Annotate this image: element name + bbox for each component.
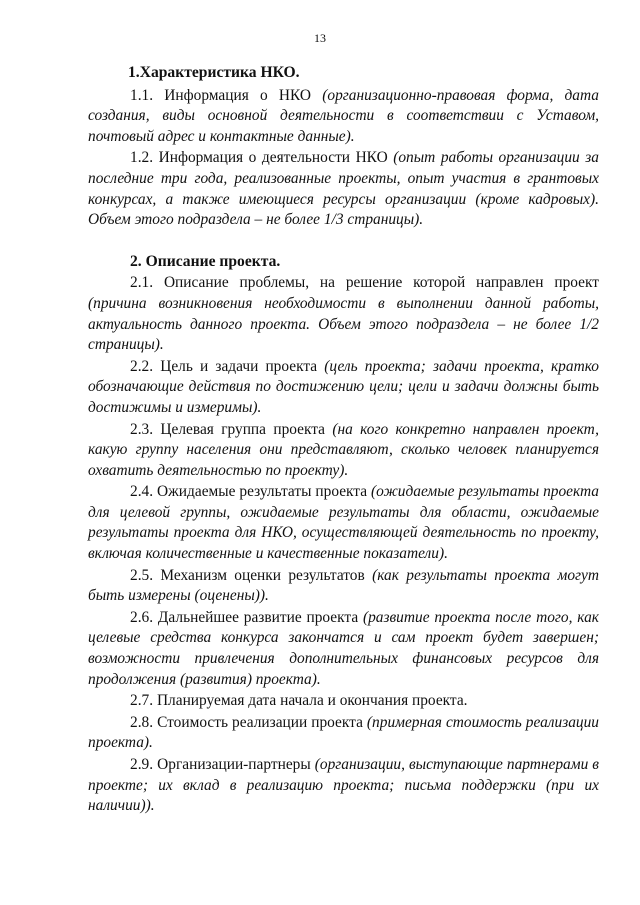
paragraph-2-6 — [88, 608, 599, 690]
paragraph-2-8 — [88, 713, 599, 754]
item-number: 2.6. — [130, 608, 154, 626]
item-lead: Стоимость реализации проекта — [153, 713, 367, 731]
item-description: (цель проекта; задачи проекта, кратко обозначающие действия по достижению цели; цели и задачи должны быть достижимы и измеримы). — [88, 357, 599, 416]
item-lead: Дальнейшее развитие проекта — [153, 608, 363, 626]
item-number: 2.7. — [130, 692, 154, 710]
item-number: 2.2. — [130, 357, 154, 375]
item-description: (на кого конкретно направлен проект, какую группу населения они представляют, сколько человек планируется охватить деятельностью по проекту). — [88, 420, 600, 479]
item-description: (причина возникновения необходимости в выполнении данной работы, актуальность данного проекта. Объем этого подраздела – не более 1/2 страницы). — [88, 294, 599, 354]
item-description: (развитие проекта после того, как целевые средства конкурса закончатся и сам проект будет завершен; возможности привлечения дополнительных финансовых ресурсов для продолжения (развития) проекта). — [88, 608, 599, 688]
item-number: 2.9. — [130, 756, 154, 773]
section-title-1: 1.Характеристика НКО. — [128, 64, 300, 81]
paragraph-2-1 — [88, 273, 599, 355]
page-number: 13 — [314, 31, 326, 45]
paragraph-1-2 — [88, 148, 599, 230]
item-number: 2.4. — [130, 483, 154, 501]
paragraph-2-4 — [88, 482, 599, 564]
item-number: 2.5. — [130, 566, 154, 584]
item-lead: Планируемая дата начала и окончания проекта. — [153, 692, 468, 710]
paragraph-2-2 — [88, 357, 599, 419]
item-description: (ожидаемые результаты проекта для целевой группы, ожидаемые результаты для области, ожидаемые результаты проекта для НКО, осуществляющей деятельность по проекту, включая количественные и качественные показатели). — [88, 483, 599, 563]
item-lead: Механизм оценки результатов — [153, 566, 373, 584]
paragraph-2-5 — [88, 566, 599, 607]
section-title-2: 2. Описание проекта. — [130, 252, 281, 270]
item-description: (как результаты проекта могут быть измерены (оценены)). — [88, 566, 599, 605]
item-number: 2.3. — [130, 420, 154, 438]
item-description: (организационно-правовая форма, дата создания, виды основной деятельности в соответствии с Уставом, почтовый адрес и контактные данные). — [88, 86, 599, 145]
item-number: 2.1. — [130, 274, 154, 292]
item-description: (опыт работы организации за последние три года, реализованные проекты, опыт участия в грантовых конкурсах, а также имеющиеся ресурсы организации (кроме кадровых). Объем этого подраздела – не более 1/3 страницы). — [88, 149, 599, 229]
item-lead: Описание проблемы, на решение которой направлен проект — [153, 274, 599, 292]
item-lead: Цель и задачи проекта — [153, 357, 325, 375]
item-description: (организации, выступающие партнерами в проекте; их вклад в реализацию проекта; письма поддержки (при их наличии)). — [88, 756, 599, 815]
paragraph-1-1 — [88, 86, 599, 148]
item-description: (примерная стоимость реализации проекта). — [88, 713, 599, 752]
item-lead: Информация о деятельности НКО — [153, 149, 394, 167]
document-body — [88, 60, 599, 817]
item-number: 1.2. — [130, 149, 154, 167]
item-lead: Ожидаемые результаты проекта — [153, 483, 372, 501]
item-lead: Организации-партнеры — [153, 756, 315, 773]
item-number: 1.1. — [130, 86, 154, 104]
item-lead: Информация о НКО — [153, 86, 323, 104]
paragraph-2-3 — [88, 420, 599, 482]
paragraph-2-7 — [88, 691, 599, 712]
item-number: 2.8. — [130, 713, 154, 731]
item-lead: Целевая группа проекта — [153, 420, 333, 438]
paragraph-2-9 — [88, 755, 599, 817]
